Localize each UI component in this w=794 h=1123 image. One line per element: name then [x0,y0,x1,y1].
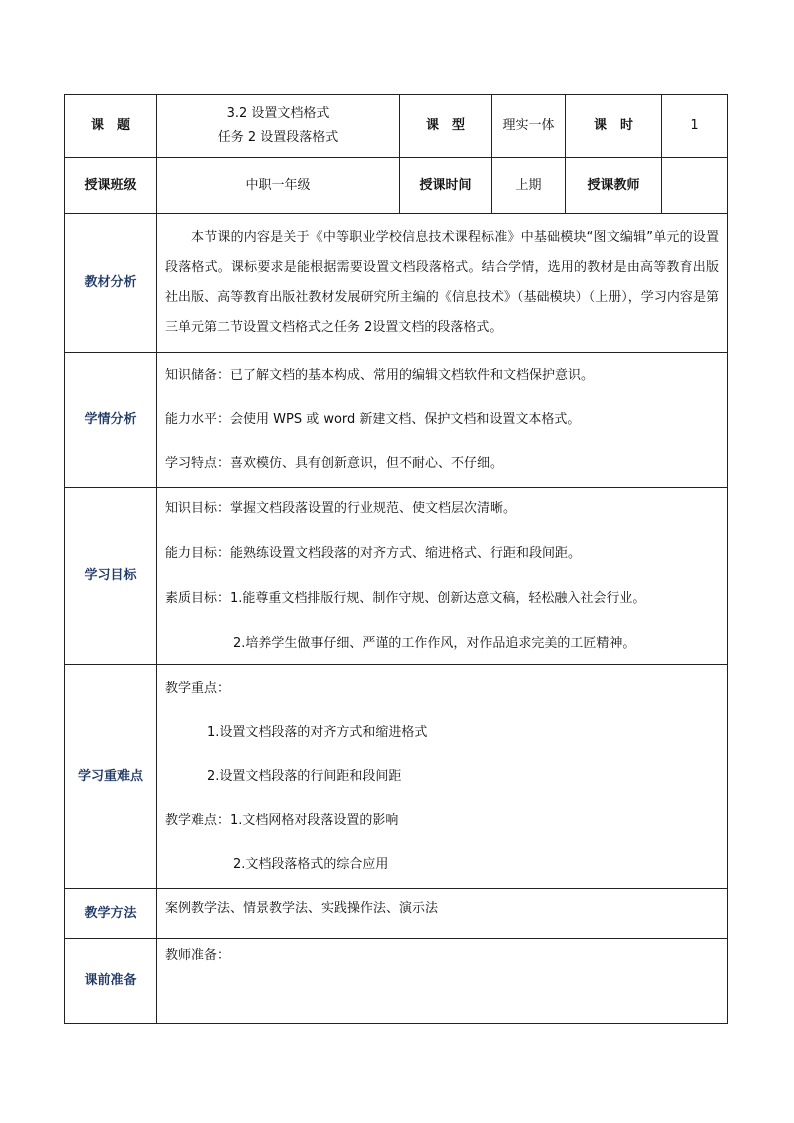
goals-cell [157,488,728,665]
lesson-plan-table [64,94,728,1024]
row-topic [65,95,728,158]
methods-label: 教学方法 [65,889,157,939]
topic-label: 课 题 [65,95,157,158]
goals-line-4: 2.培养学生做事仔细、严谨的工作作风，对作品追求完美的工匠精神。 [233,635,636,651]
row-class [65,158,728,214]
goals-label: 学习目标 [65,488,157,665]
type-value: 理实一体 [492,95,566,158]
row-goals [65,488,728,665]
material-cell [157,214,728,353]
methods-text: 案例教学法、情景教学法、实践操作法、演示法 [165,901,439,916]
students-label: 学情分析 [65,353,157,488]
focus-title: 教学重点： [165,680,231,696]
hours-label: 课 时 [566,95,662,158]
row-methods [65,889,728,939]
time-value: 上期 [492,158,566,214]
row-keypoints [65,665,728,889]
students-cell [157,353,728,488]
goals-line-2: 能力目标：能熟练设置文档段落的对齐方式、缩进格式、行距和段间距。 [165,545,582,561]
material-text: 本节课的内容是关于《中等职业学校信息技术课程标准》中基础模块“图文编辑”单元的设置段落格式。课标要求是能根据需要设置文档段落格式。结合学情，选用的教材是由高等教育出版社出版、高等教育出版社教材发展研究所主编的《信息技术》（基础模块）（上册），学习内容是第三单元第二节设置文档格式之任务 2设置文档的段落格式。 [165,230,719,335]
row-students [65,353,728,488]
hours-value: 1 [662,95,728,158]
class-label: 授课班级 [65,158,157,214]
row-preparation [65,939,728,1024]
focus-item-2: 2.设置文档段落的行间距和段间距 [207,768,402,784]
time-label: 授课时间 [400,158,492,214]
keypoints-cell [157,665,728,889]
difficulty-item-2: 2.文档段落格式的综合应用 [233,856,389,872]
difficulty-item-1: 教学难点：1.文档网格对段落设置的影响 [165,812,399,828]
topic-line2: 任务 2 设置段落格式 [217,130,339,145]
goals-line-3: 素质目标：1.能尊重文档排版行规、制作守规、创新达意文稿，轻松融入社会行业。 [165,590,646,606]
students-line-3: 学习特点：喜欢模仿、具有创新意识，但不耐心、不仔细。 [165,456,504,471]
material-label: 教材分析 [65,214,157,353]
methods-cell [157,889,728,939]
preparation-cell [157,939,728,1024]
topic-value [157,95,400,158]
row-material [65,214,728,353]
focus-item-1: 1.设置文档段落的对齐方式和缩进格式 [207,724,428,740]
students-line-1: 知识储备：已了解文档的基本构成、常用的编辑文档软件和文档保护意识。 [165,368,595,383]
goals-line-1: 知识目标：掌握文档段落设置的行业规范、使文档层次清晰。 [165,500,517,516]
preparation-label: 课前准备 [65,939,157,1024]
teacher-value [662,158,728,214]
teacher-label: 授课教师 [566,158,662,214]
keypoints-label: 学习重难点 [65,665,157,889]
class-value: 中职一年级 [157,158,400,214]
preparation-text: 教师准备： [165,948,231,963]
type-label: 课 型 [400,95,492,158]
topic-line1: 3.2 设置文档格式 [226,106,330,121]
students-line-2: 能力水平：会使用 WPS 或 word 新建文档、保护文档和设置文本格式。 [165,412,581,427]
